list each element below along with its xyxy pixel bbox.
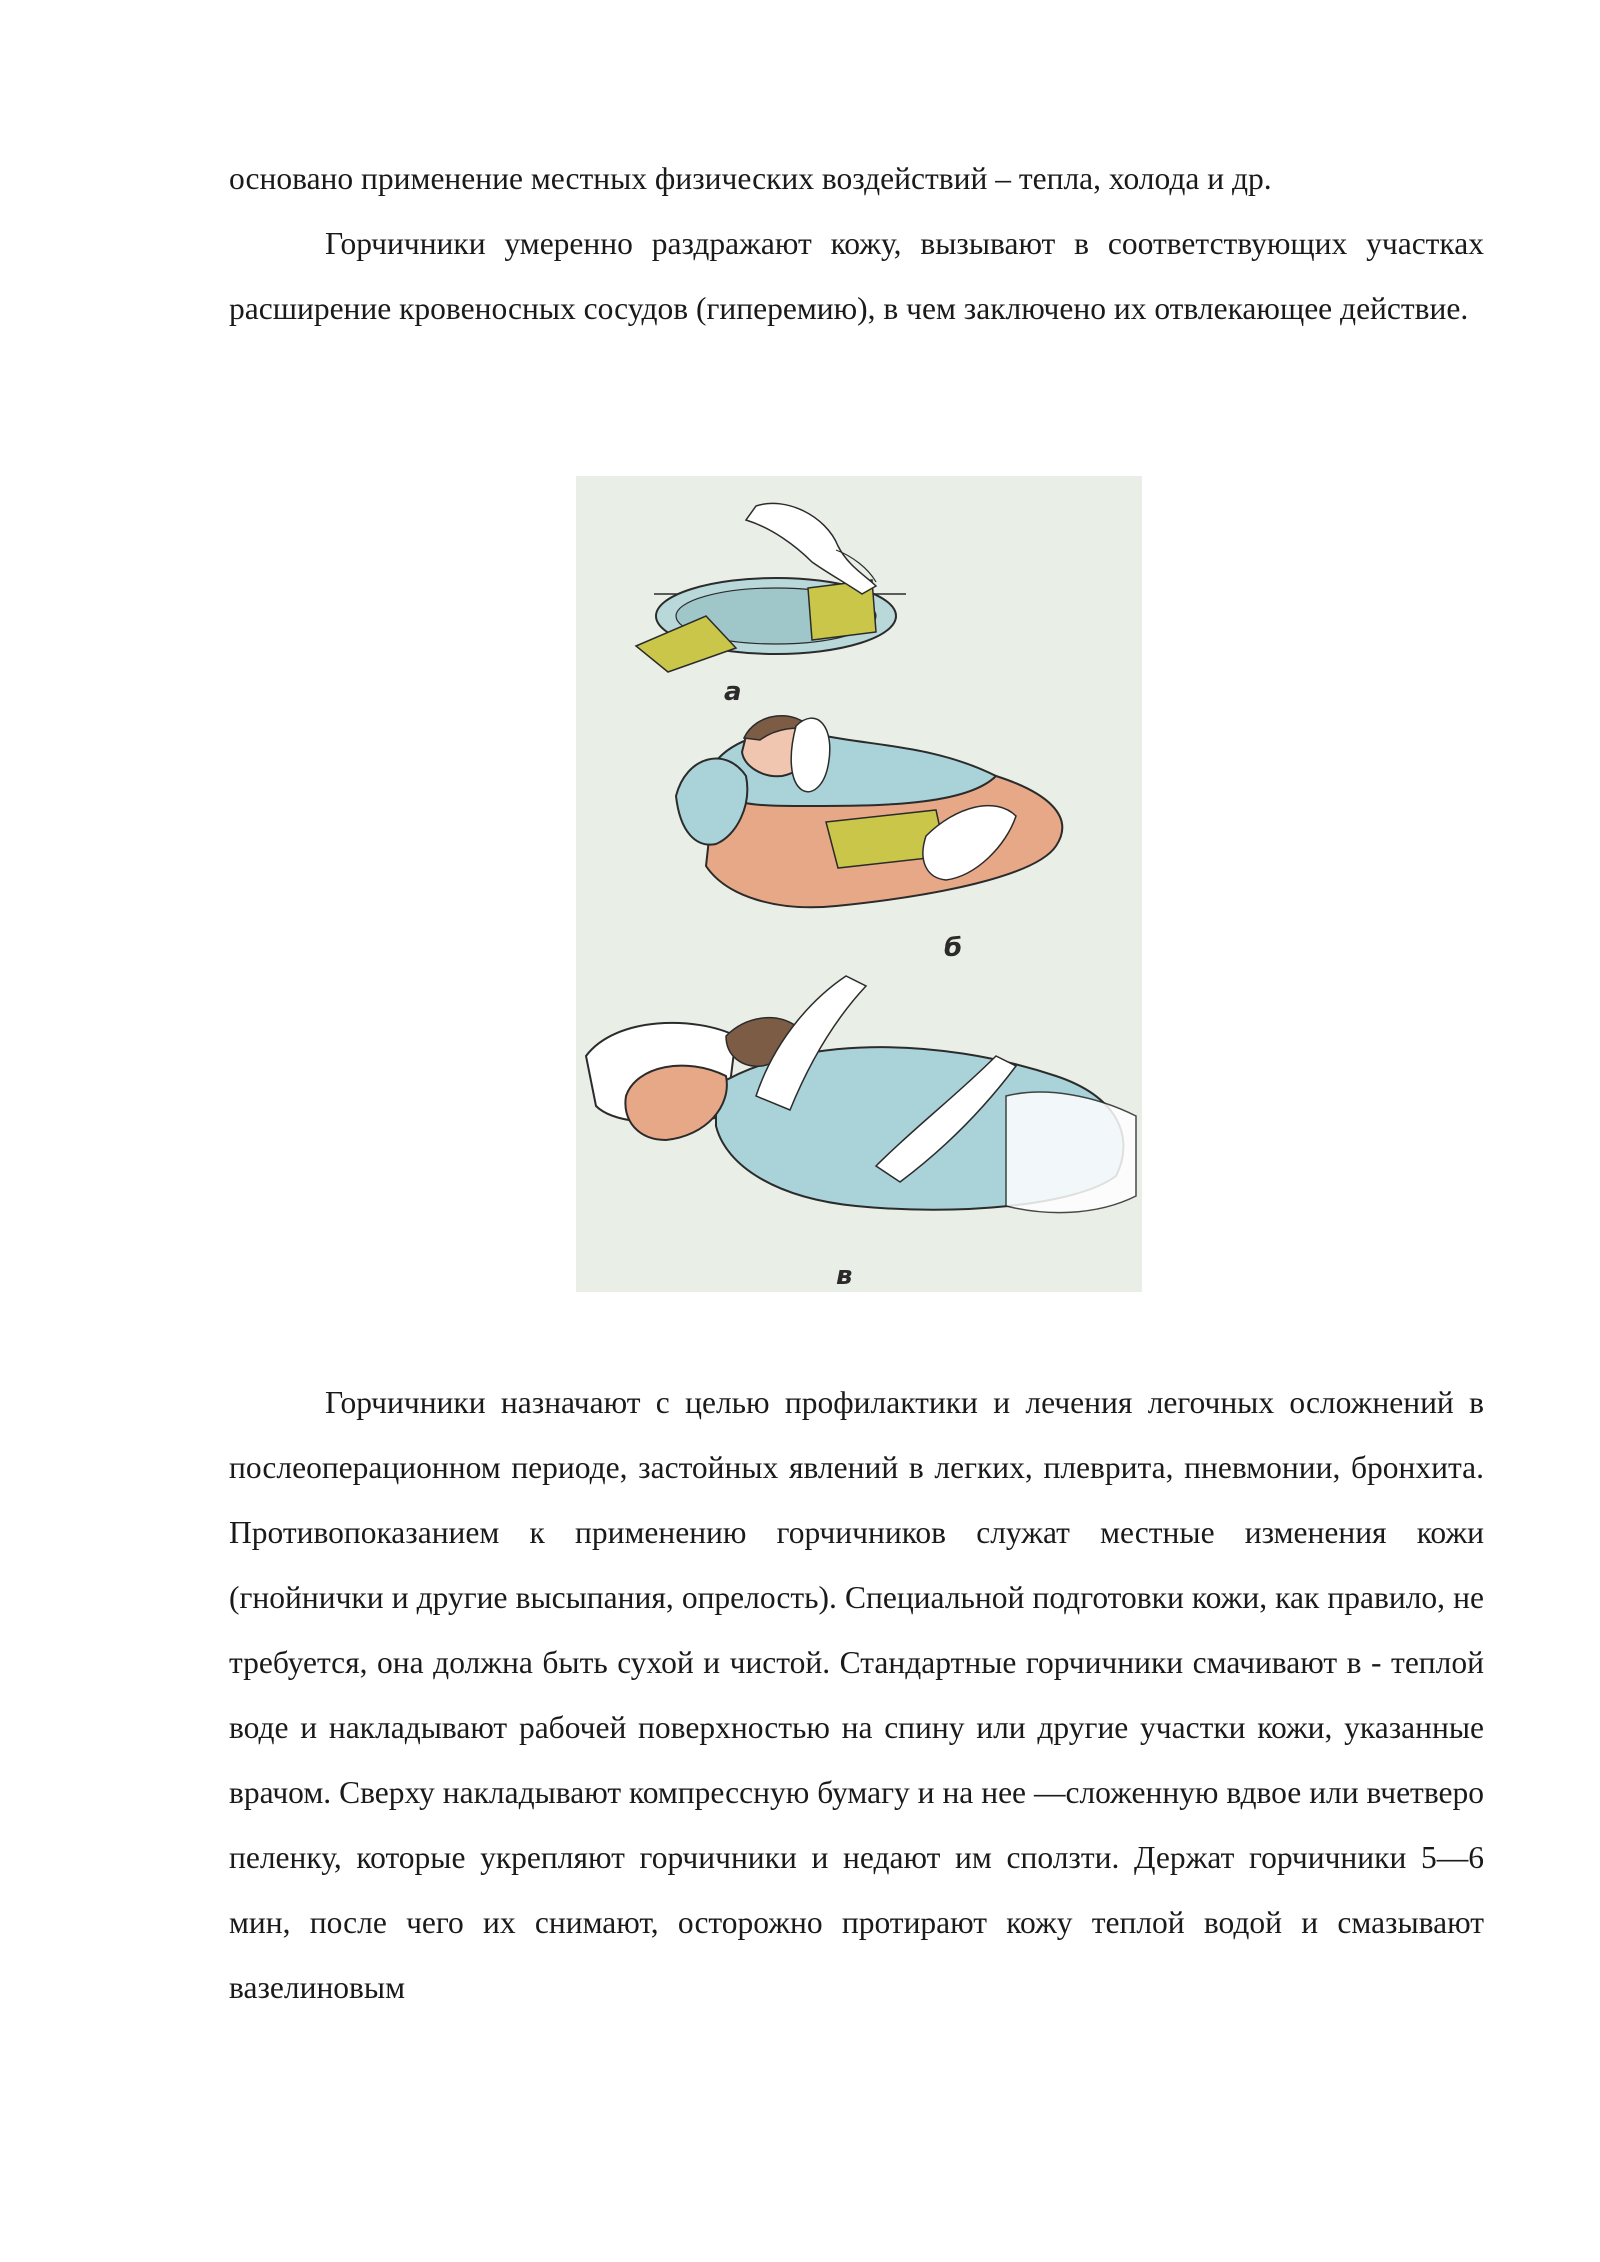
panel-c-patient-covered bbox=[586, 976, 1136, 1213]
label-a: а bbox=[724, 677, 742, 707]
paragraph-3: Горчичники назначают с целью профилактики и лечения легочных осложнений в послеоперационном периоде, застойных явлений в легких, плеврита, пневмонии, бронхита. Противопоказанием к применению горчичников служат местные изменения кожи (гнойнички и другие высыпания, опрелость). Специальной подготовки кожи, как правило, не требуется, она должна быть сухой и чистой. Стандартные горчичники смачивают в - теплой воде и накладывают рабочей поверхностью на спину или другие участки кожи, указанные врачом. Сверху накладывают компрессную бумагу и на нее —сложенную вдвое или вчетверо пеленку, которые укрепляют горчичники и недают им сползти. Держат горчичники 5—6 мин, после чего их снимают, осторожно протирают кожу теплой водой и смазывают вазелиновым bbox=[229, 1385, 1484, 2005]
paragraph-1: основано применение местных физических воздействий – тепла, холода и др. bbox=[229, 161, 1272, 196]
panel-a-tray bbox=[636, 503, 906, 672]
panel-b-patient bbox=[676, 716, 1062, 908]
label-b: б bbox=[944, 933, 963, 963]
paragraph-2: Горчичники умеренно раздражают кожу, вызывают в соответствующих участках расширение кровеносных сосудов (гиперемию), в чем заключено их отвлекающее действие. bbox=[229, 226, 1484, 326]
mustard-plaster-illustration bbox=[576, 476, 1142, 1292]
label-c: в bbox=[836, 1261, 853, 1291]
illustration-svg bbox=[576, 476, 1142, 1292]
